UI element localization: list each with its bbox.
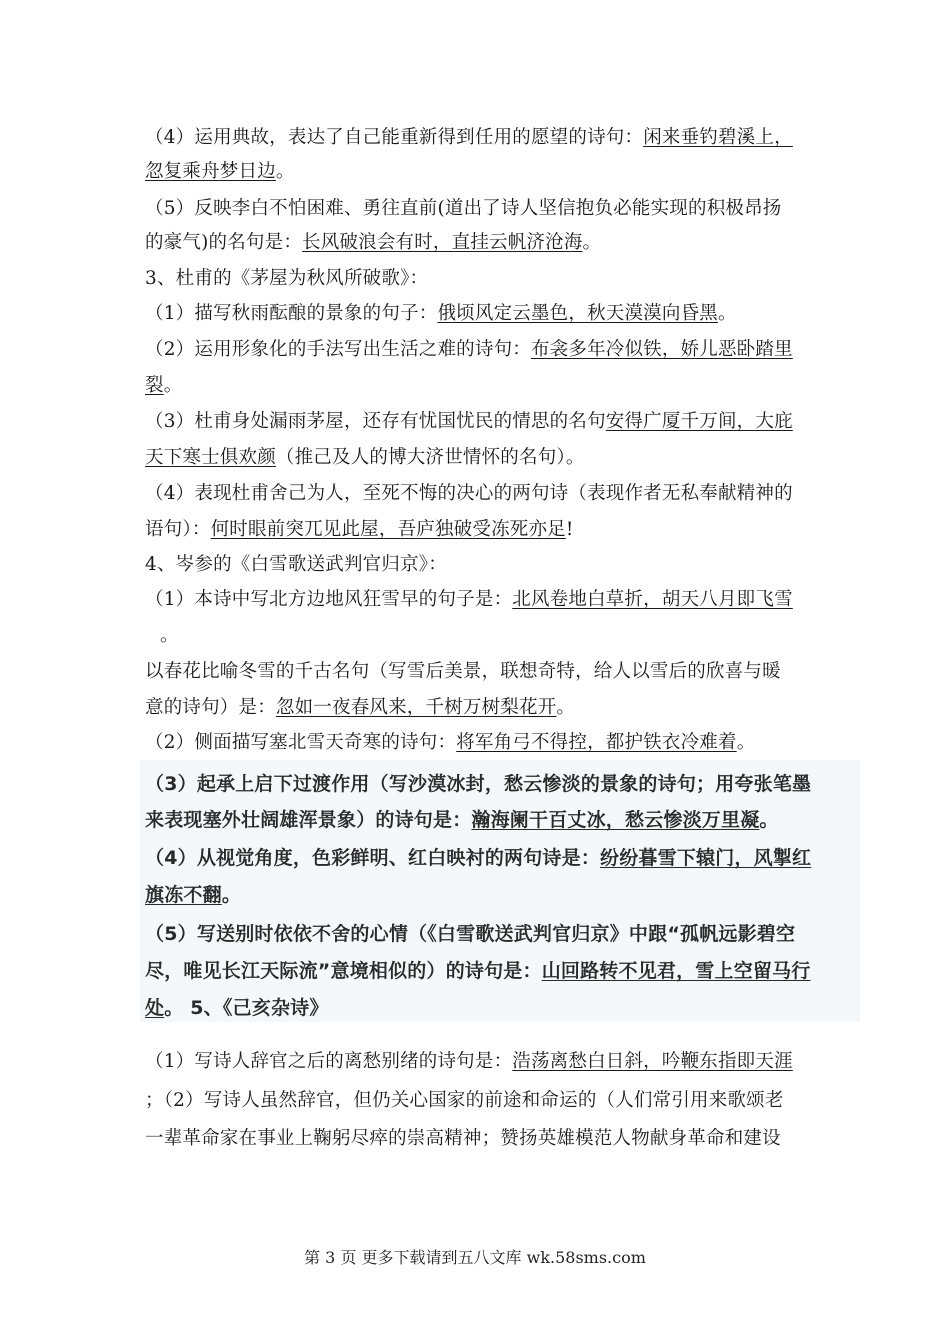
line-text: 以春花比喻冬雪的千古名句（写雪后美景，联想奇特，给人以雪后的欣喜与暖: [145, 661, 781, 682]
text-line: [145, 1089, 784, 1113]
section-heading: [145, 267, 428, 291]
line-text: （1）描写秋雨酝酿的景象的句子：: [145, 303, 438, 324]
line-text: 意的诗句）是：: [145, 697, 276, 718]
line-text: 。 5、《己亥杂诗》: [164, 997, 329, 1019]
line-text: （4）表现杜甫舍己为人，至死不悔的决心的两句诗（表现作者无私奉献精神的: [145, 483, 793, 504]
text-line: [145, 518, 574, 542]
quote-underlined: 俄顷风定云墨色，秋天漠漠向昏黑: [437, 303, 718, 324]
quote-underlined: 将军角弓不得控，都护铁衣冷难着: [456, 732, 737, 753]
line-text: （2）侧面描写塞北雪天奇寒的诗句：: [145, 732, 457, 753]
text-line: [145, 410, 793, 434]
text-line: [160, 624, 179, 648]
page-footer: 第 3 页 更多下载请到五八文库 wk.58sms.com: [304, 1248, 646, 1267]
line-text: （推己及人的博大济世情怀的名句）。: [275, 447, 585, 468]
text-line: [145, 482, 793, 506]
text-line: [145, 772, 811, 796]
line-text: （2）运用形象化的手法写出生活之难的诗句：: [145, 339, 531, 360]
text-line: [145, 126, 793, 150]
line-text: 4、岑参的《白雪歌送武判官归京》：: [145, 554, 447, 575]
quote-underlined: 北风卷地白草折，胡天八月即飞雪: [512, 589, 793, 610]
quote-underlined: 忽复乘舟梦日边: [145, 161, 276, 182]
text-line: [145, 197, 782, 221]
text-line: [145, 588, 793, 612]
line-text: 。: [736, 732, 756, 753]
quote-underlined: 何时眼前突兀见此屋，吾庐独破受冻死亦足: [210, 519, 566, 540]
quote-underlined: 处: [145, 997, 165, 1019]
line-text: （5）反映李白不怕困难、勇往直前(道出了诗人坚信抱负必能实现的积极昂扬: [145, 198, 782, 219]
line-text: 。: [275, 161, 295, 182]
line-text: 。: [718, 303, 737, 324]
quote-underlined: 忽如一夜春风来，千树万树梨花开: [275, 697, 557, 718]
line-text: 尽，唯见长江天际流”意境相似的）的诗句是：: [145, 960, 542, 982]
line-text: 。: [582, 232, 602, 253]
text-line: [145, 302, 737, 326]
line-text: 一辈革命家在事业上鞠躬尽瘁的崇高精神；赞扬英雄模范人物献身革命和建设: [145, 1128, 781, 1149]
quote-underlined: 浩荡离愁白日斜，吟鞭东指即天涯: [512, 1051, 793, 1072]
line-text: 3、杜甫的《茅屋为秋风所破歌》：: [145, 268, 429, 289]
line-text: 。: [556, 697, 576, 718]
quote-underlined: 安得广厦千万间，大庇: [605, 411, 793, 432]
line-text: （1）写诗人辞官之后的离愁别绪的诗句是：: [145, 1051, 513, 1072]
text-line: [145, 959, 811, 983]
line-text: （5）写送别时依依不舍的心情（《白雪歌送武判官归京》中跟“孤帆远影碧空: [145, 923, 796, 945]
quote-underlined: 瀚海阑干百丈冰，愁云惨淡万里凝: [471, 809, 760, 831]
text-line: [145, 731, 755, 755]
line-text: （3）起承上启下过渡作用（写沙漠冰封，愁云惨淡的景象的诗句；用夸张笔墨: [145, 773, 812, 795]
line-text: 来表现塞外壮阔雄浑景象）的诗句是：: [145, 809, 472, 831]
line-text: （4）从视觉角度，色彩鲜明、红白映衬的两句诗是：: [145, 847, 601, 869]
line-text: 。: [160, 625, 179, 646]
section-heading: [145, 553, 447, 577]
quote-underlined: 长风破浪会有时，直挂云帆济沧海: [302, 232, 583, 253]
quote-underlined: 布衾多年冷似铁，娇儿恶卧踏里: [530, 339, 793, 360]
line-text: !: [565, 519, 574, 540]
line-text: ；（2）写诗人虽然辞官，但仍关心国家的前途和命运的（人们常引用来歌颂老: [145, 1090, 784, 1111]
text-line: [145, 338, 793, 362]
quote-underlined: 天下寒士俱欢颜: [145, 447, 276, 468]
line-text: 。: [221, 884, 242, 906]
text-line: [145, 660, 781, 684]
text-line: [145, 808, 779, 832]
text-line: [145, 231, 601, 255]
line-text: 语句）：: [145, 519, 211, 540]
quote-underlined: 裂: [145, 375, 164, 396]
text-line: [145, 1050, 793, 1074]
text-line: [145, 696, 575, 720]
line-text: 。: [759, 809, 779, 831]
text-line: [145, 883, 241, 907]
line-text: 的豪气)的名句是：: [145, 232, 303, 253]
quote-underlined: 山回路转不见君，雪上空留马行: [541, 960, 811, 982]
line-text: 。: [163, 375, 183, 396]
quote-underlined: 旗冻不翻: [145, 884, 222, 906]
text-line: [145, 996, 329, 1020]
text-line: [145, 446, 585, 470]
text-line: [145, 374, 182, 398]
quote-underlined: 纷纷暮雪下辕门，风掣红: [600, 847, 812, 869]
text-line: [145, 922, 795, 946]
line-text: （1）本诗中写北方边地风狂雪早的句子是：: [145, 589, 513, 610]
text-line: [145, 160, 295, 184]
line-text: （3）杜甫身处漏雨茅屋，还存有忧国忧民的情思的名句: [145, 411, 606, 432]
text-line: [145, 1127, 781, 1151]
text-line: [145, 846, 811, 870]
quote-underlined: 闲来垂钓碧溪上，: [643, 127, 793, 148]
line-text: （4）运用典故，表达了自己能重新得到任用的愿望的诗句：: [145, 127, 644, 148]
